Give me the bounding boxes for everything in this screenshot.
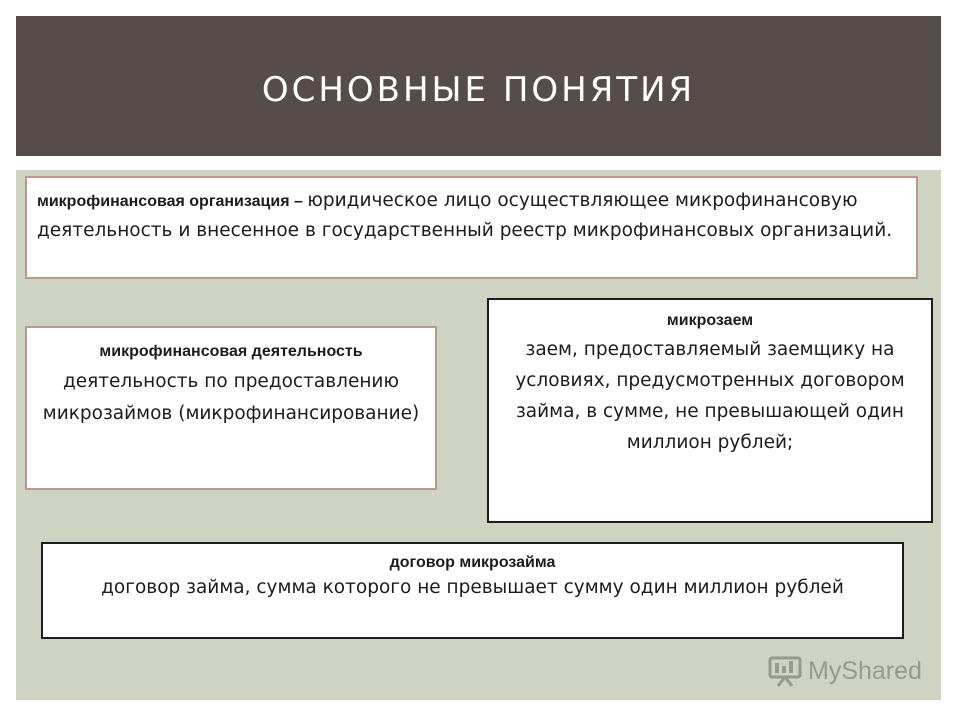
definition-contract: договор займа, сумма которого не превышает сумму один миллион рублей [101, 577, 844, 598]
watermark-text: MyShared [808, 656, 922, 685]
slide-title: ОСНОВНЫЕ ПОНЯТИЯ [261, 70, 696, 110]
definition-box-microloan [487, 298, 933, 523]
term-activity: микрофинансовая деятельность [99, 343, 363, 360]
definition-box-contract [41, 542, 904, 639]
definition-activity: деятельность по предоставлению микрозаймов (микрофинансирование) [42, 371, 420, 424]
definition-mfo: юридическое лицо осуществляющее микрофинансовую деятельность и внесенное в государственный реестр микрофинансовых организаций. [37, 190, 893, 241]
definition-box-mfo [25, 176, 918, 279]
term-mfo: микрофинансовая организация – [37, 193, 308, 210]
watermark [768, 655, 922, 687]
term-microloan: микрозаем [666, 312, 754, 329]
definition-box-activity [25, 326, 437, 490]
title-bar [16, 16, 941, 156]
presentation-board-icon [768, 655, 802, 687]
definition-microloan: заем, предоставляемый заемщику на условиях, предусмотренных договором займа, в сумме, не превышающей один миллион рублей; [515, 339, 905, 453]
term-contract: договор микрозайма [389, 554, 556, 571]
